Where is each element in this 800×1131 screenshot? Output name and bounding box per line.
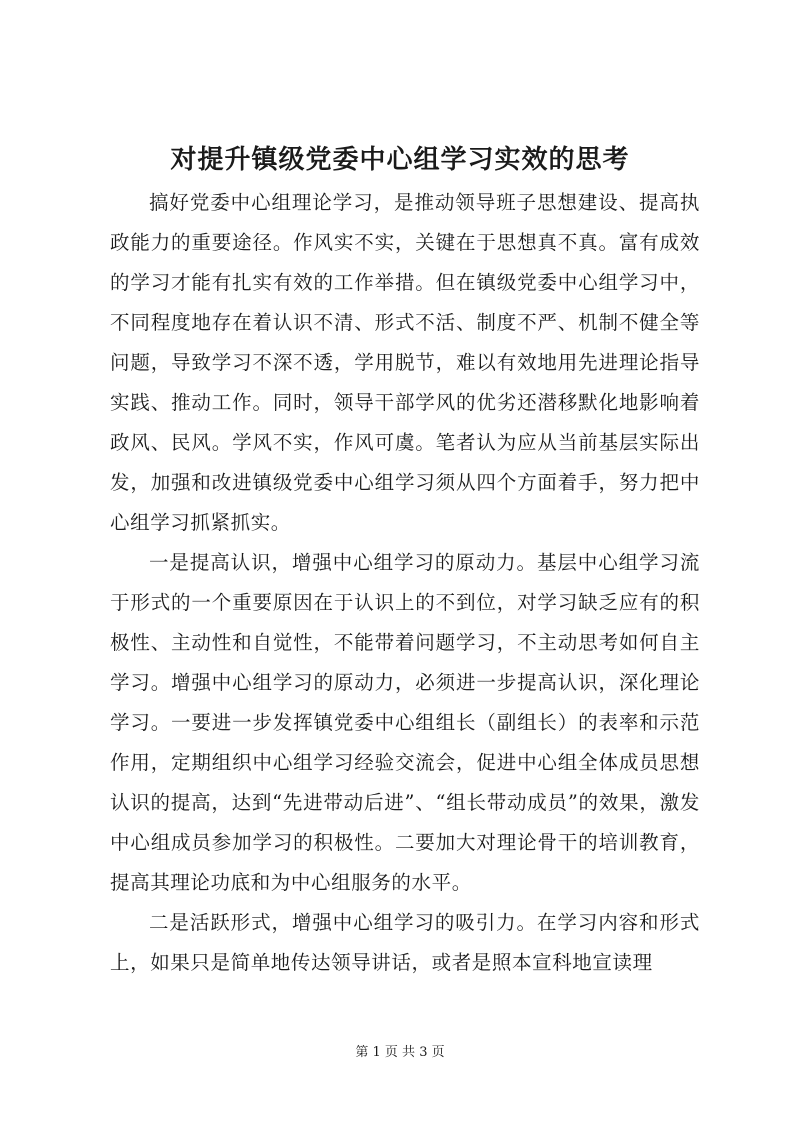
document-body [110, 183, 700, 983]
paragraph-point-one: 一是提高认识，增强中心组学习的原动力。基层中心组学习流于形式的一个重要原因在于认识上的不到位，对学习缺乏应有的积极性、主动性和自觉性，不能带着问题学习，不主动思考如何自主学习。增强中心组学习的原动力，必须进一步提高认识，深化理论学习。一要进一步发挥镇党委中心组组长（副组长）的表率和示范作用，定期组织中心组学习经验交流会，促进中心组全体成员思想认识的提高，达到“先进带动后进”、“组长带动成员”的效果，激发中心组成员参加学习的积极性。二要加大对理论骨干的培训教育，提高其理论功底和为中心组服务的水平。 [110, 551, 700, 894]
document-title: 对提升镇级党委中心组学习实效的思考 [170, 145, 630, 175]
paragraph-point-two: 二是活跃形式，增强中心组学习的吸引力。在学习内容和形式上，如果只是简单地传达领导讲话，或者是照本宣科地宣读理 [110, 911, 700, 974]
page-footer: 第 1 页 共 3 页 [355, 1045, 445, 1060]
paragraph-intro: 搞好党委中心组理论学习，是推动领导班子思想建设、提高执政能力的重要途径。作风实不实，关键在于思想真不真。富有成效的学习才能有扎实有效的工作举措。但在镇级党委中心组学习中，不同程度地存在着认识不清、形式不活、制度不严、机制不健全等问题，导致学习不深不透，学用脱节，难以有效地用先进理论指导实践、推动工作。同时，领导干部学风的优劣还潜移默化地影响着政风、民风。学风不实，作风可虞。笔者认为应从当前基层实际出发，加强和改进镇级党委中心组学习须从四个方面着手，努力把中心组学习抓紧抓实。 [110, 191, 700, 534]
